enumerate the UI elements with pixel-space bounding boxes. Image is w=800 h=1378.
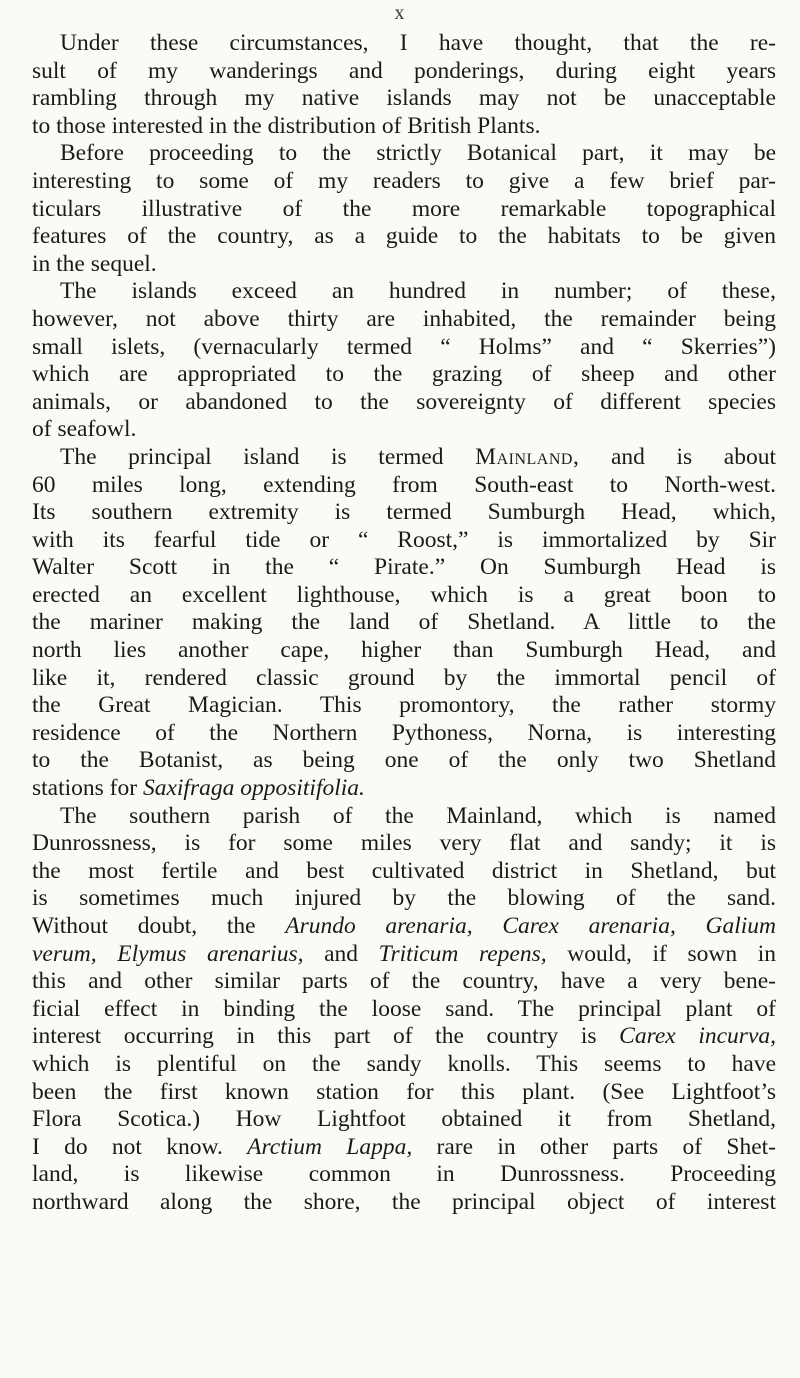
text-line: interesting to some of my readers to give a few brief par- bbox=[32, 167, 776, 194]
text-line: sult of my wanderings and ponderings, during eight years bbox=[32, 57, 776, 84]
species-name: Triticum repens, bbox=[378, 940, 547, 967]
species-name: Arundo arenaria, bbox=[285, 913, 473, 939]
species-name: Saxifraga oppositifolia. bbox=[142, 775, 365, 802]
text-line: ficial effect in binding the loose sand. The principal plant of bbox=[32, 995, 776, 1022]
body-text bbox=[32, 30, 776, 1217]
text-run: rare in other parts of Shet- bbox=[412, 1133, 776, 1160]
text-line: to those interested in the distribution of British Plants. bbox=[32, 112, 541, 139]
text-line: land, is likewise common in Dunrossness. Proceeding bbox=[32, 1161, 776, 1188]
species-name: Elymus arenarius, bbox=[117, 940, 304, 967]
text-line: Its southern extremity is termed Sumburgh Head, which, bbox=[32, 499, 776, 526]
text-line: the mariner making the land of Shetland. A little to the bbox=[32, 609, 776, 636]
text-line bbox=[32, 941, 776, 969]
text-line: of seafowl. bbox=[32, 416, 137, 443]
text-run: The principal island is termed bbox=[60, 443, 476, 470]
paragraph-1 bbox=[32, 30, 776, 140]
text-line: north lies another cape, higher than Sumburgh Head, and bbox=[32, 637, 776, 664]
text-line bbox=[32, 444, 776, 472]
paragraph-4 bbox=[32, 444, 776, 803]
text-run: would, if sown in bbox=[546, 940, 777, 967]
species-name: Galium bbox=[705, 913, 777, 939]
text-line: rambling through my native islands may not be unacceptable bbox=[32, 85, 776, 112]
text-run bbox=[473, 913, 503, 939]
text-run: Without doubt, the bbox=[32, 913, 286, 939]
text-line: northward along the shore, the principal object of interest bbox=[32, 1188, 776, 1215]
text-line: Walter Scott in the “ Pirate.” On Sumburgh Head is bbox=[32, 554, 776, 581]
text-line: which are appropriated to the grazing of sheep and other bbox=[32, 361, 776, 388]
text-line: which is plentiful on the sandy knolls. This seems to have bbox=[32, 1050, 776, 1077]
text-line: Flora Scotica.) How Lightfoot obtained it from Shetland, bbox=[32, 1106, 776, 1133]
paragraph-2 bbox=[32, 140, 776, 278]
text-line bbox=[32, 913, 776, 941]
text-line: is sometimes much injured by the blowing of the sand. bbox=[32, 885, 776, 912]
page-number: x bbox=[394, 2, 406, 24]
species-name: verum, bbox=[32, 940, 97, 967]
text-line: in the sequel. bbox=[32, 250, 157, 277]
paragraph-3 bbox=[32, 278, 776, 444]
species-name: Arctium Lappa, bbox=[247, 1133, 413, 1160]
text-line: to the Botanist, as being one of the only two Shetland bbox=[32, 747, 776, 774]
text-line: Under these circumstances, I have thought, that the re- bbox=[60, 30, 776, 56]
text-line: Dunrossness, is for some miles very flat and sandy; it is bbox=[32, 830, 776, 857]
text-line bbox=[32, 1023, 776, 1051]
text-line: like it, rendered classic ground by the immortal pencil of bbox=[32, 664, 776, 691]
text-line bbox=[32, 1134, 776, 1162]
text-line: however, not above thirty are inhabited, the remainder being bbox=[32, 305, 776, 332]
text-line: The islands exceed an hundred in number; of these, bbox=[60, 278, 776, 305]
text-run: and bbox=[303, 940, 379, 967]
text-line: small islets, (vernacularly termed “ Holms” and “ Skerries”) bbox=[32, 333, 776, 360]
text-run: and is about bbox=[579, 443, 776, 470]
text-line: the most fertile and best cultivated district in Shetland, but bbox=[32, 857, 776, 884]
text-line: The southern parish of the Mainland, which is named bbox=[60, 802, 776, 829]
paragraph-5 bbox=[32, 803, 776, 1217]
text-line: Before proceeding to the strictly Botanical part, it may be bbox=[60, 140, 776, 167]
text-run: interest occurring in this part of the country is bbox=[32, 1023, 620, 1050]
text-line: residence of the Northern Pythoness, Norna, is interesting bbox=[32, 719, 776, 746]
text-line: been the first known station for this plant. (See Lightfoot’s bbox=[32, 1078, 776, 1105]
text-line: with its fearful tide or “ Roost,” is immortalized by Sir bbox=[32, 526, 776, 553]
text-line: animals, or abandoned to the sovereignty of different species bbox=[32, 388, 776, 415]
text-run: stations for bbox=[32, 775, 143, 802]
text-line: features of the country, as a guide to the habitats to be given bbox=[32, 223, 776, 250]
place-name-small-caps: Mainland, bbox=[475, 443, 580, 470]
text-line bbox=[32, 775, 776, 803]
text-line: 60 miles long, extending from South-east to North-west. bbox=[32, 471, 776, 498]
species-name: Carex arenaria, bbox=[502, 913, 676, 939]
text-run: I do not know. bbox=[32, 1133, 248, 1160]
text-run bbox=[676, 913, 706, 939]
text-line: this and other similar parts of the country, have a very bene- bbox=[32, 968, 776, 995]
text-line: ticulars illustrative of the more remarkable topographical bbox=[32, 195, 776, 222]
text-line: erected an excellent lighthouse, which is a great boon to bbox=[32, 581, 776, 608]
text-line: the Great Magician. This promontory, the rather stormy bbox=[32, 692, 776, 719]
text-run bbox=[97, 941, 118, 967]
species-name: Carex incurva, bbox=[619, 1023, 776, 1050]
